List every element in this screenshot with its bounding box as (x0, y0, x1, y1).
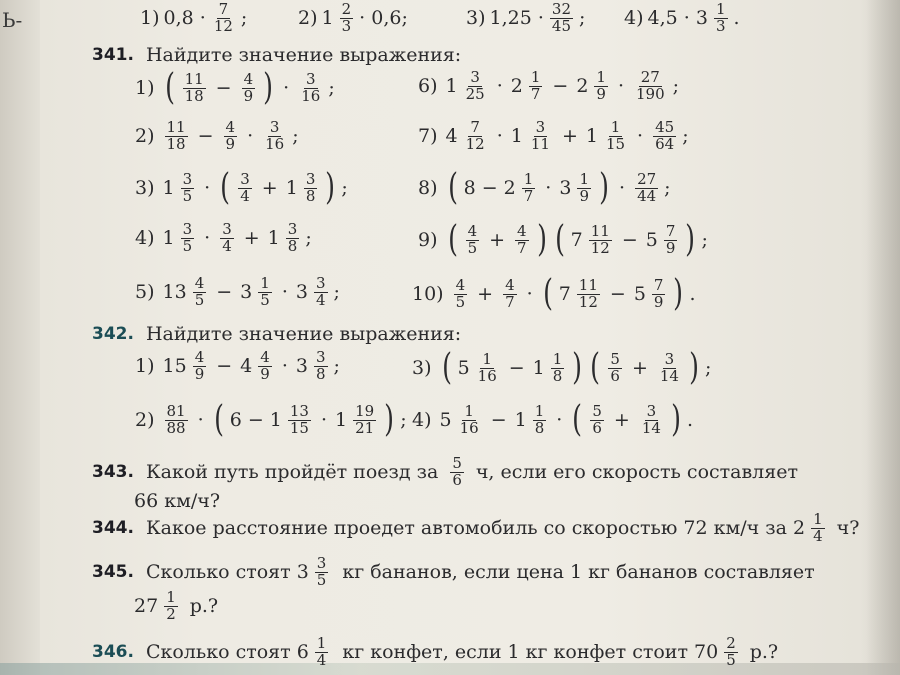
expr-text: 0,8 · (163, 7, 206, 30)
exercise-text: Сколько стоят 3 (145, 561, 309, 584)
exercise-343-cont (134, 490, 220, 512)
expr-text: · 0,6; (359, 7, 408, 30)
item-number: 2) (135, 125, 155, 148)
exercise-text: р.? (749, 641, 779, 664)
ex341-item-5: 5) 13 $\frac{4}{5}$ − 3 $\frac{1}{5}$ · 3 $\frac{3}{4}$ ; (135, 274, 340, 309)
item-number: 1) (135, 355, 155, 378)
numerator: 1 (813, 510, 823, 528)
item-number: 2) (135, 409, 155, 431)
expr-text: 4,5 · 3 (647, 7, 708, 30)
ex342-item-2: 2) $\frac{81}{88}$ · ( 6 − 1 $\frac{13}{15}$ · 1 $\frac{19}{21}$ ) ; (135, 399, 407, 440)
denominator: 6 (452, 470, 462, 489)
exercise-text: 66 км/ч? (134, 490, 221, 512)
expr-text: ; (240, 7, 248, 30)
exercise-number: 344. (92, 518, 134, 539)
fraction (212, 2, 235, 35)
denominator: 4 (813, 526, 823, 545)
top-item-4 (624, 2, 740, 35)
denominator: 12 (213, 16, 233, 35)
item-number: 7) (418, 125, 438, 148)
exercise-text: Какое расстояние проедет автомобиль со скоростью 72 км/ч за 2 (145, 517, 806, 540)
ex341-item-10: 10) $\frac{4}{5}$ + $\frac{4}{7}$ · ( 7 $\frac{11}{12}$ − 5 $\frac{7}{9}$ ) . (412, 273, 696, 314)
exercise-345 (92, 556, 815, 589)
ex341-item-4: 4) 1 $\frac{3}{5}$ · $\frac{3}{4}$ + 1 $\frac{3}{8}$ ; (135, 220, 312, 255)
exercise-text: Какой путь пройдёт поезд за (145, 461, 439, 484)
exercise-text: ч, если его скорость составляет (475, 461, 798, 484)
book-spine (0, 0, 40, 675)
ex342-item-4: 4) 5 $\frac{1}{16}$ − 1 $\frac{1}{8}$ · ( $\frac{5}{6}$ + $\frac{3}{14}$ ) . (412, 399, 694, 440)
numerator: 7 (218, 0, 229, 18)
fraction (550, 2, 573, 35)
numerator: 1 (316, 634, 327, 652)
exercise-345-cont (134, 590, 218, 623)
numerator: 32 (551, 0, 571, 18)
item-number: 4) (412, 409, 432, 431)
item-number: 2) (298, 7, 318, 30)
exercise-text: кг бананов, если цена 1 кг бананов составляет (342, 561, 815, 584)
exercise-number: 342. (92, 324, 134, 344)
item-number: 8) (418, 177, 438, 199)
item-number: 1) (140, 7, 160, 30)
denominator: 4 (316, 650, 327, 669)
ex341-item-8: 8) ( 8 − 2 $\frac{1}{7}$ · 3 $\frac{1}{9}$ ) · $\frac{27}{44}$ ; (418, 167, 671, 208)
exercise-title: Найдите значение выражения: (145, 323, 462, 345)
ex341-item-1: 1) ( $\frac{11}{18}$ − $\frac{4}{9}$ ) · $\frac{3}{16}$ ; (135, 67, 335, 108)
exercise-343 (92, 456, 798, 489)
exercise-title: Найдите значение выражения: (145, 44, 462, 66)
numerator: 5 (452, 454, 462, 472)
exercise-341-header (92, 44, 461, 66)
expr-text: 1,25 · (489, 7, 544, 30)
top-item-3 (466, 2, 585, 35)
exercise-number: 341. (92, 45, 134, 65)
top-item-1 (140, 2, 247, 35)
item-number: 4) (135, 227, 155, 250)
numerator: 1 (166, 588, 176, 606)
expr-text: 1 (321, 7, 334, 30)
numerator: 1 (715, 0, 726, 18)
top-item-2 (298, 2, 408, 35)
item-number: 6) (418, 75, 438, 98)
spine-text: Ь- (2, 8, 23, 32)
exercise-344 (92, 512, 859, 545)
item-number: 3) (135, 177, 155, 199)
exercise-346 (92, 636, 778, 669)
denominator: 5 (726, 650, 736, 669)
numerator: 2 (341, 0, 352, 18)
fraction (714, 2, 728, 35)
ex341-item-6: 6) 1 $\frac{3}{25}$ · 2 $\frac{1}{7}$ − 2 $\frac{1}{9}$ · $\frac{27}{190}$ ; (418, 68, 680, 103)
exercise-number: 346. (92, 642, 134, 663)
exercise-text: ч? (836, 517, 860, 540)
denominator: 2 (166, 604, 176, 623)
ex341-item-3: 3) 1 $\frac{3}{5}$ · ( $\frac{3}{4}$ + 1 $\frac{3}{8}$ ) ; (135, 167, 348, 208)
ex341-item-9: 9) ( $\frac{4}{5}$ + $\frac{4}{7}$ ) ( 7 $\frac{11}{12}$ − 5 $\frac{7}{9}$ ) ; (418, 219, 708, 260)
item-number: 9) (418, 229, 438, 251)
expr-text: . (733, 7, 740, 30)
item-number: 10) (412, 283, 444, 305)
item-number: 5) (135, 281, 155, 304)
item-number: 3) (466, 7, 486, 30)
exercise-number: 343. (92, 462, 134, 483)
ex342-item-3: 3) ( 5 $\frac{1}{16}$ − 1 $\frac{1}{8}$ ) ( $\frac{5}{6}$ + $\frac{3}{14}$ ) ; (412, 347, 712, 388)
numerator: 3 (316, 554, 327, 572)
item-number: 1) (135, 77, 155, 99)
page-edge (866, 0, 900, 675)
exercise-text: 27 (134, 595, 159, 618)
exercise-text: Сколько стоят 6 (145, 641, 309, 664)
exercise-text: кг конфет, если 1 кг конфет стоит 70 (342, 641, 719, 664)
denominator: 3 (341, 16, 352, 35)
denominator: 45 (551, 16, 571, 35)
denominator: 3 (715, 16, 726, 35)
expr-text: ; (579, 7, 586, 30)
denominator: 5 (316, 570, 327, 589)
item-number: 3) (412, 357, 432, 379)
ex341-item-7: 7) 4 $\frac{7}{12}$ · 1 $\frac{3}{11}$ + 1 $\frac{1}{15}$ · $\frac{45}{64}$ ; (418, 118, 689, 153)
item-number: 4) (624, 7, 644, 30)
numerator: 2 (726, 634, 736, 652)
exercise-342-header (92, 323, 461, 345)
exercise-number: 345. (92, 562, 134, 583)
exercise-text: р.? (189, 595, 219, 618)
ex342-item-1: 1) 15 $\frac{4}{9}$ − 4 $\frac{4}{9}$ · 3 $\frac{3}{8}$ ; (135, 348, 340, 383)
fraction (340, 2, 354, 35)
ex341-item-2: 2) $\frac{11}{18}$ − $\frac{4}{9}$ · $\frac{3}{16}$ ; (135, 118, 299, 153)
